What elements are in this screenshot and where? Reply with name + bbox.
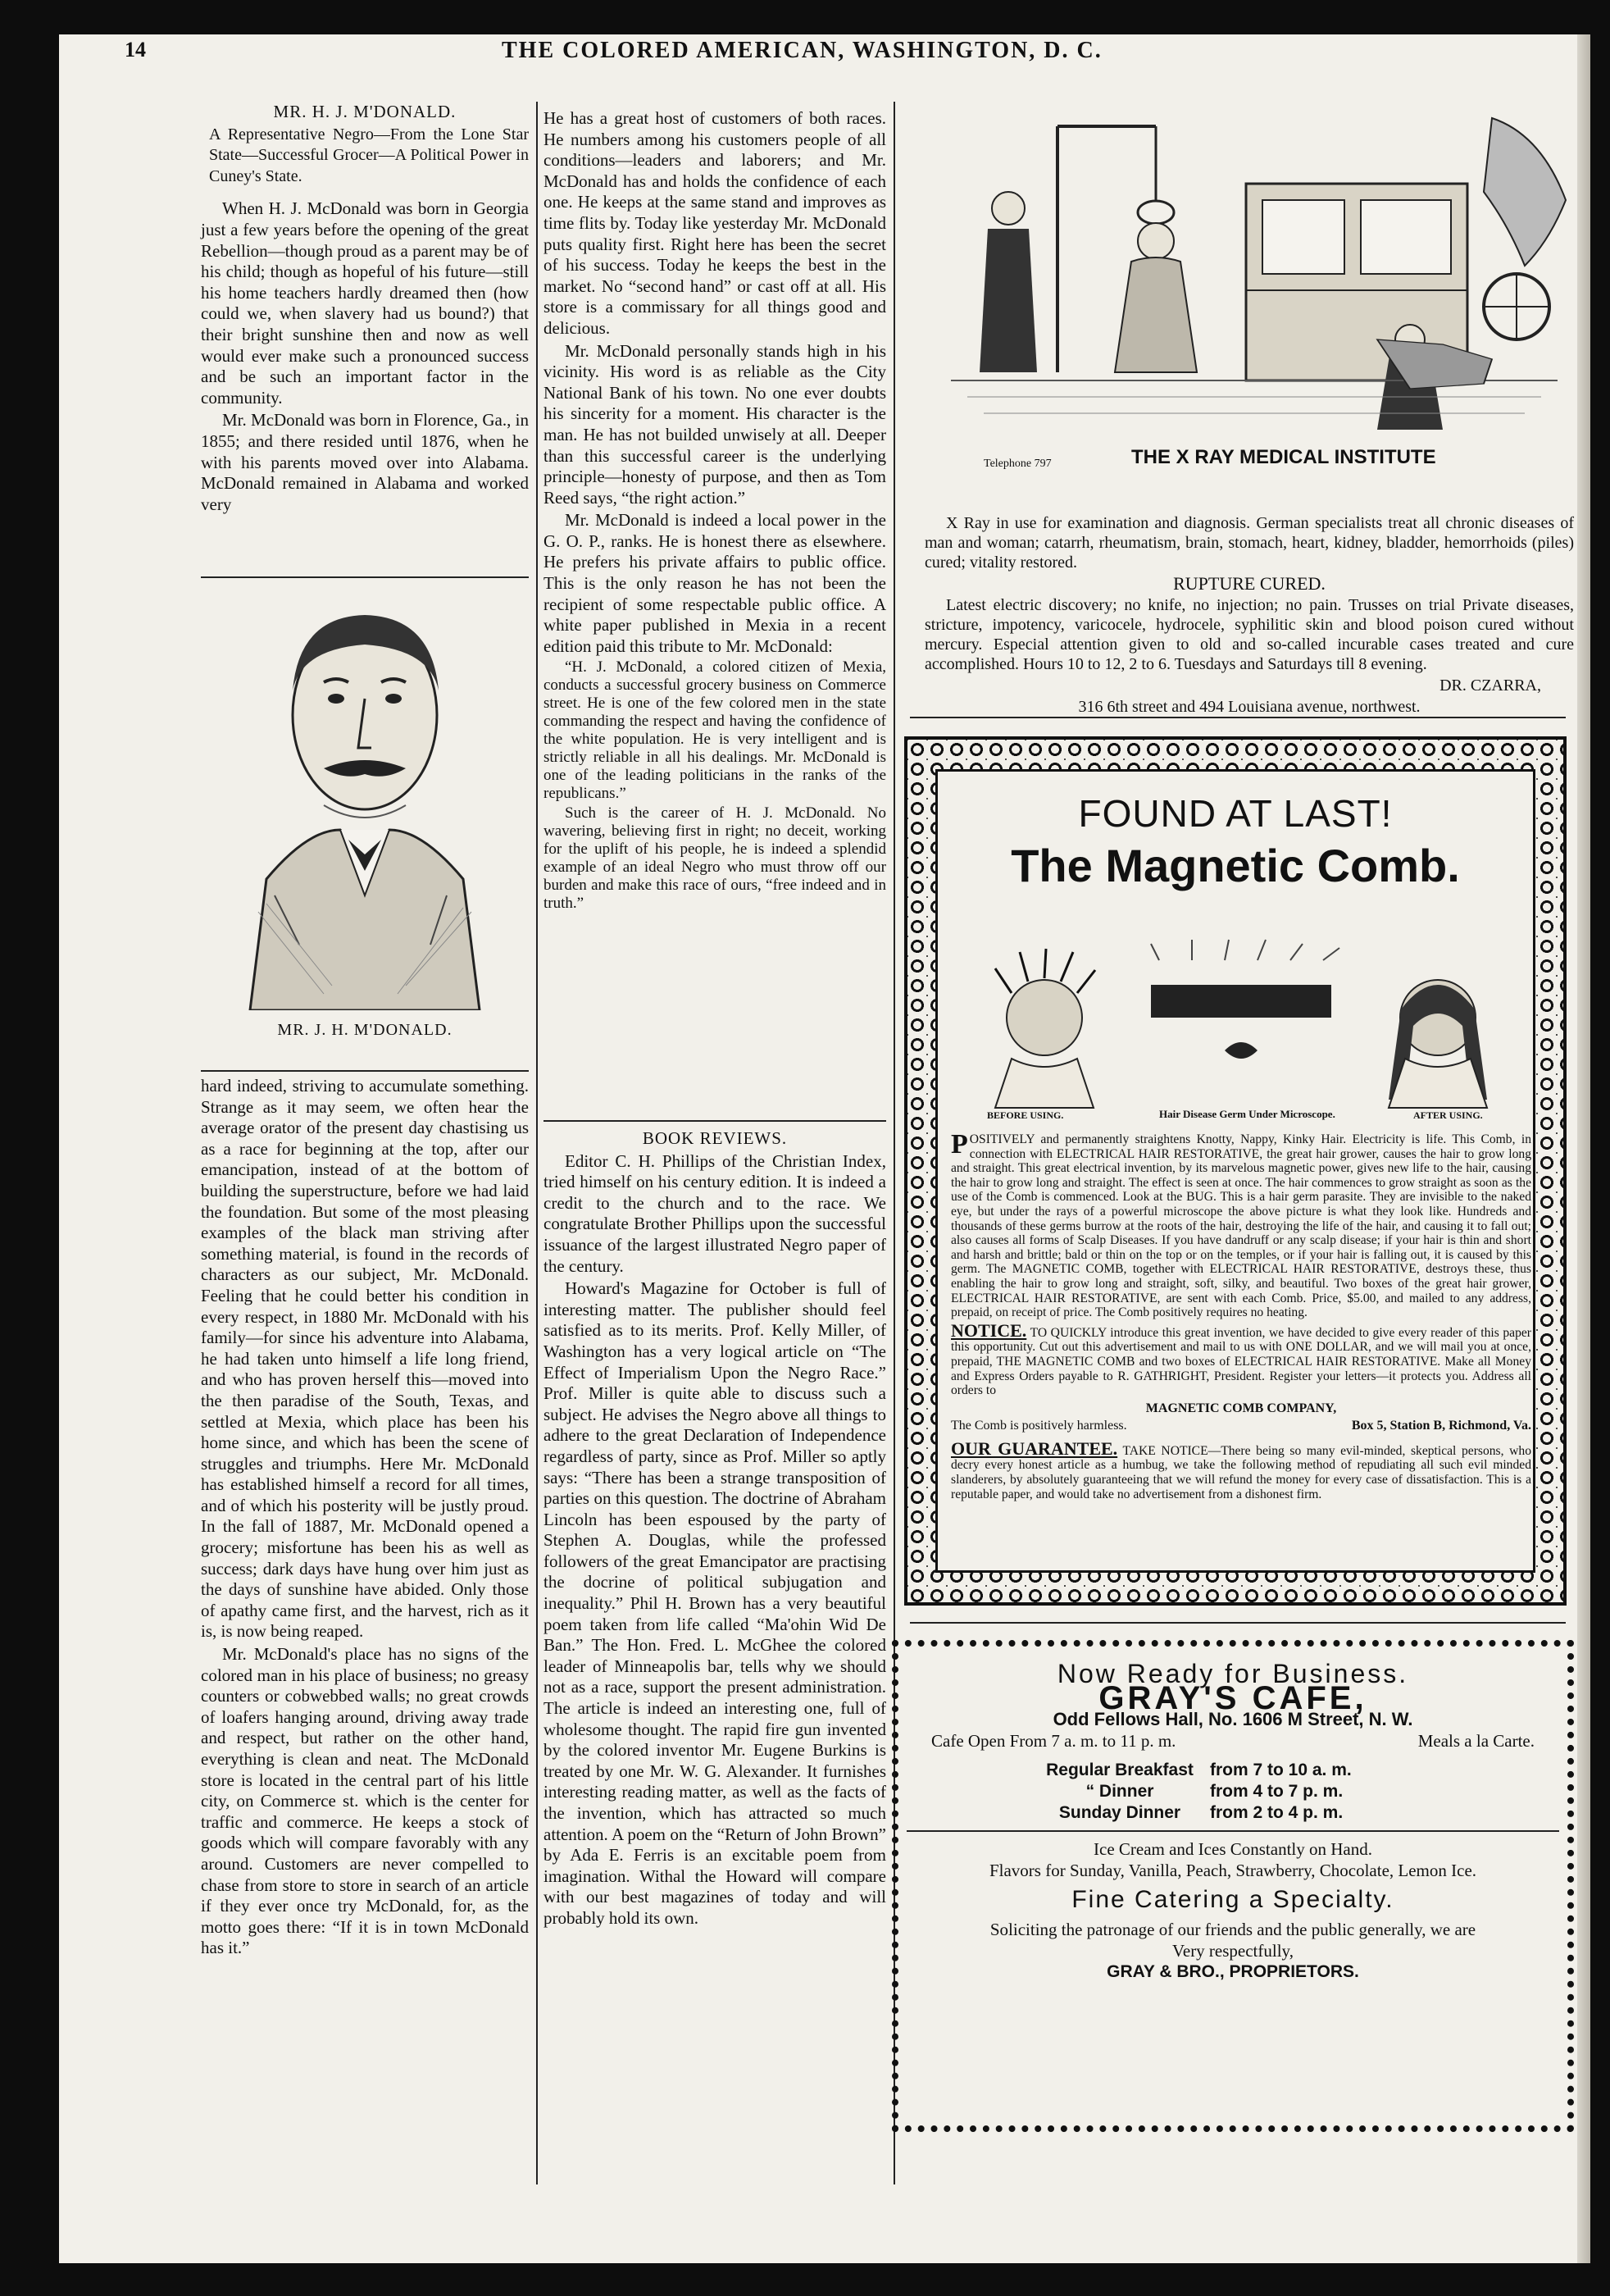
drop-cap: P: [951, 1129, 968, 1159]
guarantee-heading: OUR GUARANTEE.: [951, 1437, 1118, 1459]
magnetic-comb-title: The Magnetic Comb.: [1011, 840, 1460, 891]
menu-meal: Sunday Dinner: [1058, 1803, 1181, 1822]
comb-description-text: OSITIVELY and permanently straightens Knotty, Nappy, Kinky Hair. Electricity is life. This Comb, in connection with ELECTRICAL HAIR RESTORATIVE, the great hair grower, causes the hair to grow long and straight. This great electrical invention, by its marvelous magnetic power, gives new life to the hair, causing the hair to grow long and straight. The effect is seen at once. The hair commences to grow straight as soon as the use of the Comb is commenced. Look at the BUG. This is a hair germ parasite. They are invisible to the naked eye, but under the rays of a powerful microscope the above picture is what they look like. Hundreds and thousands of these germs burrow at the roots of the hair, destroying the life of the hair, and causing it to fall out; also causes all forms of Scalp Diseases. If you have dandruff or any scalp disease; if your hair is thin and short and harsh and brittle; bald or thin on the top or on the temples, or if your hair is falling out, it is caused by this germ. The MAGNETIC COMB, together with ELECTRICAL HAIR RESTORATIVE, destroys these, thus enabling the hair to grow long and straight, soft, silky, and beautiful. Two boxes of the great hair grower, ELECTRICAL HAIR RESTORATIVE, are sent with each Comb. Price, $5.00, and mailed to any address, prepaid, on receipt of price. The Comb positively requires no heating.: [951, 1132, 1531, 1320]
cafe-hours-row: [907, 1730, 1559, 1752]
menu-time: from 7 to 10 a. m.: [1210, 1761, 1352, 1779]
cafe-respectfully: Very respectfully,: [1172, 1941, 1294, 1961]
article-paragraph: Mr. McDonald is indeed a local power in the G. O. P., ranks. He is honest there as elsewhere. He prefers his private affairs to public office. This is the only reason he has not been the recipient of some respectable public office. A white paper published in Mexia in a recent edition paid this tribute to Mr. McDonald:: [543, 510, 886, 656]
portrait-engraving: [201, 584, 529, 1010]
xray-logo: THE X RAY MEDICAL INSTITUTE: [1131, 446, 1436, 468]
article-column-1: [201, 102, 529, 517]
article-paragraph: hard indeed, striving to accumulate something. Strange as it may seem, we often hear the average orator of the present day chastising us as a race for beginning at the top, after our emancipation, instead of at the bottom of building the superstructure, before we had laid the foundation. But some of the most pleasing examples of the black man striving after something material, is found in the records of characters as our subject, Mr. McDonald. Feeling that he could better his condition in every respect, in 1880 Mr. McDonald with his family—for since his adventure into Alabama, he had taken unto himself a life long friend, and who has proven herself this—moved into the then paradise of the South, Texas, and settled at Mexia, which place has been his home since, and which has been the scene of struggles and triumphs. Here Mr. McDonald has established himself a record for all times, and of which his posterity will be justly proud. In the fall of 1887, Mr. McDonald opened a grocery; misfortune has been his as well as success; dark days have hung over him just as the days of sunshine have abided. Only those of apathy came first, and the harvest, rich as it is, is now being reaped.: [201, 1076, 529, 1642]
after-using-label: AFTER USING.: [1413, 1109, 1483, 1121]
section-rule: [910, 1622, 1566, 1624]
germ-label: Hair Disease Germ Under Microscope.: [1159, 1108, 1335, 1120]
cafe-name: GRAY'S CAFE,: [1098, 1680, 1367, 1716]
grays-cafe-ad: [892, 1640, 1574, 2132]
cafe-proprietors: GRAY & BRO., PROPRIETORS.: [1107, 1962, 1359, 1981]
company-box: Box 5, Station B, Richmond, Va.: [1351, 1419, 1531, 1433]
article-paragraph: Mr. McDonald's place has no signs of the colored man in his place of business; no greasy counters or cobwebbed walls; no great crowds of loafers hanging around, driving away trade and respect, but rather on the other hand, everything is clean and neat. The McDonald store is located in the central part of his little city, on Commerce st. which is the center for traffic and commerce. He keeps a stock of goods which will compare favorably with any around. Customers are never compelled to chase from store to store in search of an article if they ever once try McDonald, for, as the motto goes there: “If it is in town McDonald has it.”: [201, 1644, 529, 1958]
page-edge: [1577, 34, 1590, 2263]
portrait-caption: MR. J. H. M'DONALD.: [277, 1021, 453, 1039]
xray-room-engraving: [918, 102, 1574, 495]
notice-text: TO QUICKLY introduce this great invention, we have decided to give every reader of this paper this opportunity. Cut out this advertisement and mail to us with ONE DOLLAR, and we will mail you at once, prepaid, THE MAGNETIC COMB and two boxes of ELECTRICAL HAIR RESTORATIVE. Make all Money and Express Orders payable to R. GATHRIGHT, President. Register your letters—it protects you. Address all orders to: [951, 1325, 1531, 1398]
menu-row: [1030, 1802, 1559, 1824]
notice-heading: NOTICE.: [951, 1319, 1027, 1341]
article-column-2: [543, 108, 886, 914]
now-ready-heading: Now Ready for Business.: [1057, 1659, 1409, 1688]
xray-ad-illustration: [918, 102, 1574, 495]
magnetic-comb-ad: [904, 736, 1567, 1606]
notice-paragraph: [951, 1319, 1531, 1398]
telephone-label: Telephone 797: [984, 458, 1052, 470]
xray-details: Latest electric discovery; no knife, no injection; no pain. Trusses on trial Private diseases, stricture, impotency, varicocele, hydrocele, syphilitic skin and blood poison cured without mercury. Especial attention given to old and so-called incurable cases treated and cure accomplished. Hours 10 to 12, 2 to 6. Tuesdays and Saturdays till 8 evening.: [925, 596, 1574, 673]
menu-time: from 4 to 7 p. m.: [1210, 1782, 1344, 1801]
comb-ad-body: [951, 1129, 1531, 1505]
menu-meal: “ Dinner: [1085, 1782, 1154, 1801]
xray-address: 316 6th street and 494 Louisiana avenue, northwest.: [1078, 698, 1421, 716]
article-paragraph: Mr. McDonald personally stands high in his vicinity. His word is as reliable as the City National Bank of his town. No one ever doubts his sincerity for a moment. His character is the man. He has not builded unwisely at all. Deeper than this successful career is the underlying principle—honesty of purpose, and then as Tom Reed says, “the right action.”: [543, 340, 886, 508]
guarantee-paragraph: [951, 1437, 1531, 1501]
menu-meal: Regular Breakfast: [1046, 1761, 1194, 1779]
xray-ad-text: [925, 513, 1574, 718]
before-after-engraving: [954, 927, 1528, 1124]
cafe-solicit: Soliciting the patronage of our friends and the public generally, we are: [989, 1920, 1476, 1939]
cafe-ice-cream: Ice Cream and Ices Constantly on Hand.: [1094, 1839, 1372, 1859]
cafe-menu: [1030, 1760, 1559, 1824]
review-paragraph: Howard's Magazine for October is full of interesting matter. The publisher should feel satisfied as to its merits. Prof. Kelly Miller, of Washington has a very logical article on “The Effect of Imperialism Upon the Negro Race.” Prof. Miller is quite able to discuss such a subject. He advises the Negro above all things to adhere to the great Declaration of Independence regardless of party, since as Prof. Miller so aptly says: “There has been a strange transposition of parties on this question. The doctrine of Abraham Lincoln has been espoused by the party of Stephen A. Douglas, while the professed followers of the great Emancipator are practising the docrine of political subjugation and inequality.” Phil H. Brown has a very beautiful poem taken from life called “Ma'ohin Wid De Ban.” The Hon. Fred. L. McGhee the colored leader of Minneapolis bar, tells why we should not as a race, support the present administration. The article is indeed an interesting one, full of wholesome thought. The rapid fire gun invented by the colored inventor Mr. Eugene Burkins is treated by one Mr. W. G. Alexander. It furnishes interesting reading matter, as well as the facts of the invention, which has attracted so much attention. A poem on the “Return of John Brown” by Ada E. Ferris is an excitable poem from imagination. Withal the Howard will compare with our best magazines of today and will probably hold its own.: [543, 1278, 886, 1928]
found-at-last-heading: FOUND AT LAST!: [1078, 792, 1393, 835]
article-quote: “H. J. McDonald, a colored citizen of Mexia, conducts a successful grocery business on Commerce street. He is one of the few colored men in the state commanding the respect and having the confidence of the white population. He is very intelligent and is strictly reliable in all his dealings. Mr. McDonald is one of the leading politicians in the ranks of the republicans.”: [543, 658, 886, 803]
column-rule-1: [536, 102, 538, 2184]
cafe-hours: Cafe Open From 7 a. m. to 11 p. m.: [931, 1731, 1176, 1751]
xray-doctor: DR. CZARRA,: [1439, 676, 1541, 695]
menu-row: [1030, 1781, 1559, 1802]
page-header: [125, 38, 1567, 74]
comb-description: [951, 1129, 1531, 1320]
cafe-divider: [907, 1830, 1559, 1832]
section-rule: [201, 576, 529, 578]
company-name: MAGNETIC COMB COMPANY,: [1145, 1401, 1337, 1415]
book-reviews-section: [543, 1128, 886, 1931]
page-number: 14: [125, 38, 146, 61]
review-paragraph: Editor C. H. Phillips of the Christian Index, tried himself on his century edition. It is indeed a credit to the church and to the race. We congratulate Brother Phillips upon the successful issuance of the largest illustrated Negro paper of the century.: [543, 1150, 886, 1276]
article-subhead: A Representative Negro—From the Lone Star State—Successful Grocer—A Political Power in Cuney's State.: [209, 125, 529, 185]
article-paragraph: He has a great host of customers of both races. He numbers among his customers people of all conditions—leaders and laborers; and Mr. McDonald has and holds the confidence of each one. He keeps at the same stand and improves as time flits by. Today like yesterday Mr. McDonald puts quality first. Right here has been the secret of his success. Today he keeps the best in the market. No “second hand” or cast off at all. His store is a commissary for all things good and delicious.: [543, 108, 886, 338]
article-headline: MR. H. J. M'DONALD.: [273, 102, 457, 121]
guarantee-text: TAKE NOTICE—There being so many evil-minded, skeptical persons, who decry every honest article as a humbug, we take the following method of repudiating all such evil minded slanderers, by absolutely guaranteeing that we will refund the money for every case of dissatisfaction. This is a reputable paper, and would take no advertisement from a dishonest firm.: [951, 1443, 1531, 1501]
company-address-row: [951, 1419, 1531, 1433]
menu-time: from 2 to 4 p. m.: [1210, 1803, 1344, 1822]
xray-description: X Ray in use for examination and diagnosis. German specialists treat all chronic diseases of man and woman; catarrh, rheumatism, brain, stomach, heart, kidney, bladder, hemorrhoids (piles) cured; vitality restored.: [925, 514, 1574, 572]
article-paragraph: Mr. McDonald was born in Florence, Ga., in 1855; and there resided until 1876, when he with his parents moved over into Alabama. McDonald remained in Alabama and worked very: [201, 410, 529, 514]
section-rule: [543, 1120, 886, 1122]
article-paragraph: When H. J. McDonald was born in Georgia just a few years before the opening of the great Rebellion—though proud as a parent may be of his child; though as hopeful of his future—still his home teachers hardly dreamed then (how could we, when slavery had us bound?) that their bright sunshine then and now as well would ever make such a pronounced success and be such an important factor in the community.: [201, 198, 529, 408]
cafe-flavors: Flavors for Sunday, Vanilla, Peach, Strawberry, Chocolate, Lemon Ice.: [989, 1861, 1477, 1880]
article-closing: Such is the career of H. J. McDonald. No wavering, believing first in right; no deceit, working for the uplift of his people, he is indeed a splendid example of an ideal Negro who must throw off our burden and make this race of ours, “free indeed and in truth.”: [543, 804, 886, 913]
before-using-label: BEFORE USING.: [987, 1109, 1064, 1121]
comb-illustration: [954, 927, 1528, 1124]
comb-ad-inner: [935, 769, 1535, 1573]
masthead-title: THE COLORED AMERICAN, WASHINGTON, D. C.: [502, 38, 1103, 63]
cafe-address: Odd Fellows Hall, No. 1606 M Street, N. W.: [1053, 1709, 1413, 1729]
cafe-ad-inner: [907, 1655, 1559, 2117]
section-rule: [201, 1070, 529, 1072]
menu-row: [1030, 1760, 1559, 1781]
book-reviews-headline: BOOK REVIEWS.: [642, 1128, 788, 1148]
cafe-carte: Meals a la Carte.: [1417, 1731, 1535, 1751]
portrait-illustration: [201, 584, 529, 1043]
rupture-cured-heading: RUPTURE CURED.: [1173, 573, 1326, 594]
harmless-note: The Comb is positively harmless.: [951, 1419, 1127, 1433]
article-column-1-continued: [201, 1076, 529, 1961]
fine-catering-heading: Fine Catering a Specialty.: [1071, 1886, 1394, 1913]
